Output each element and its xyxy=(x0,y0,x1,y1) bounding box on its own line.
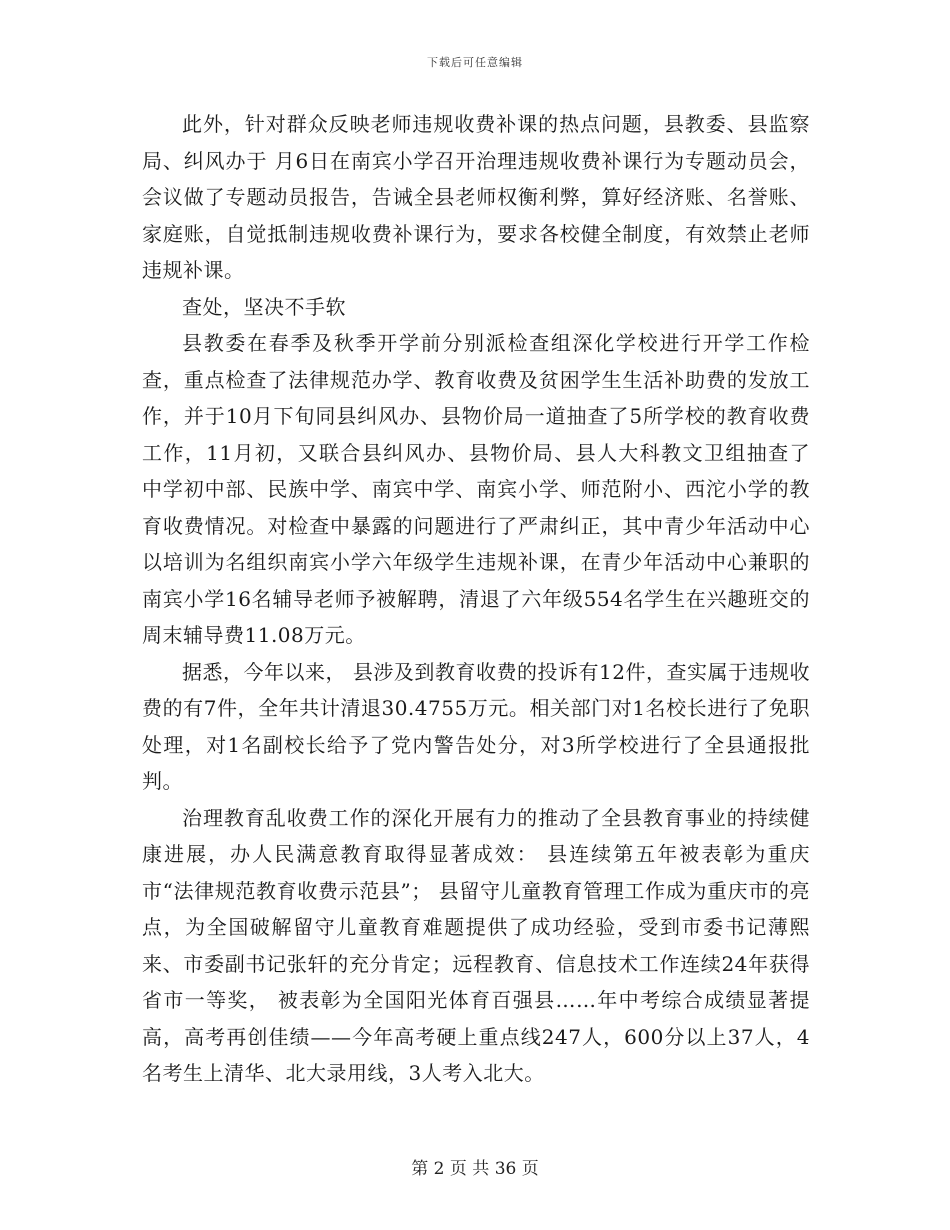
page-number-footer: 第 2 页 共 36 页 xyxy=(411,1159,539,1179)
paragraph-achievements: 治理教育乱收费工作的深化开展有力的推动了全县教育事业的持续健康进展，办人民满意教育取得显著成效： 县连续第五年被表彰为重庆市“法律规范教育收费示范县”； 县留守儿童教育管理工作成为重庆市的亮点，为全国破解留守儿童教育难题提供了成功经验，受到市委书记薄熙来、市委副书记张轩的充分肯定；远程教育、信息技术工作连续24年获得省市一等奖， 被表彰为全国阳光体育百强县……年中考综合成绩显著提高，高考再创佳绩——今年高考硬上重点线247人，600分以上37人，4名考生上清华、北大录用线，3人考入北大。 xyxy=(142,805,810,1085)
paragraph-remedial-class-meeting: 此外，针对群众反映老师违规收费补课的热点问题，县教委、县监察局、纠风办于 月6日在南宾小学召开治理违规收费补课行为专题动员会，会议做了专题动员报告，告诫全县老师权衡利弊，算好经济账、名誉账、家庭账，自觉抵制违规收费补课行为，要求各校健全制度，有效禁止老师违规补课。 xyxy=(142,112,810,282)
document-body xyxy=(142,106,810,1092)
page-header: 下载后可任意编辑 xyxy=(427,56,523,69)
section-heading-investigation: 查处，坚决不手软 xyxy=(182,294,346,319)
paragraph-school-inspection: 县教委在春季及秋季开学前分别派检查组深化学校进行开学工作检查，重点检查了法律规范办学、教育收费及贫困学生生活补助费的发放工作，并于10月下旬同县纠风办、县物价局一道抽查了5所学校的教育收费工作，11月初，又联合县纠风办、县物价局、县人大科教文卫组抽查了 中学初中部、民族中学、南宾中学、南宾小学、师范附小、西沱小学的教育收费情况。对检查中暴露的问题进行了严肃纠正，其中青少年活动中心以培训为名组织南宾小学六年级学生违规补课，在青少年活动中心兼职的南宾小学16名辅导老师予被解聘，清退了六年级554名学生在兴趣班交的周末辅导费11.08万元。 xyxy=(142,331,810,647)
paragraph-complaints-statistics: 据悉，今年以来， 县涉及到教育收费的投诉有12件，查实属于违规收费的有7件，全年共计清退30.4755万元。相关部门对1名校长进行了免职处理，对1名副校长给予了党内警告处分，对3所学校进行了全县通报批判。 xyxy=(142,659,810,793)
